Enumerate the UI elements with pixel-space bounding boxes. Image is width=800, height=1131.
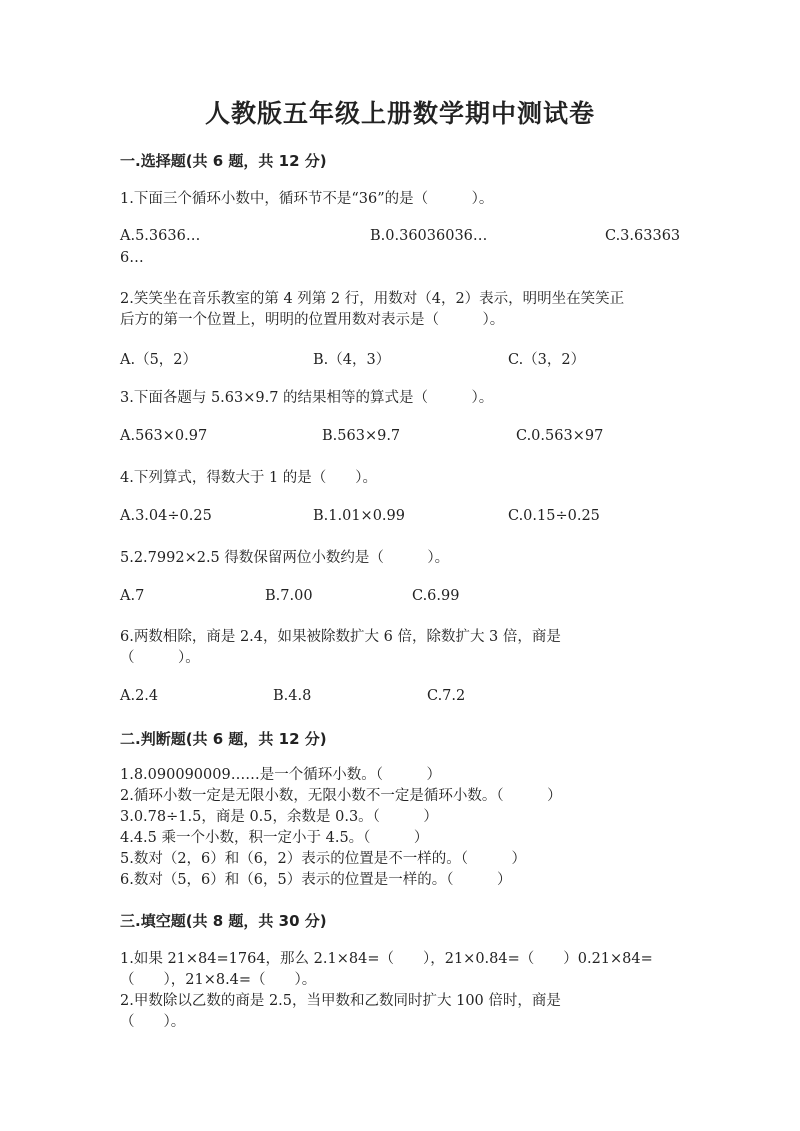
question-1-stem: 1.下面三个循环小数中，循环节不是“36”的是（ ）。 [120, 191, 494, 207]
section-heading-judge: 二.判断题(共 6 题，共 12 分) [120, 730, 327, 748]
judge-item-4: 4.4.5 乘一个小数，积一定小于 4.5。（ ） [120, 830, 429, 846]
fill-item-1-line1: 1.如果 21×84=1764，那么 2.1×84=（ ），21×0.84=（ ）0.21×84= [120, 951, 653, 967]
judge-item-2: 2.循环小数一定是无限小数，无限小数不一定是循环小数。（ ） [120, 788, 562, 804]
question-3-option-c: C.0.563×97 [516, 428, 604, 444]
question-6-stem-line1: 6.两数相除，商是 2.4，如果被除数扩大 6 倍，除数扩大 3 倍，商是 [120, 629, 561, 645]
question-2-stem-line1: 2.笑笑坐在音乐教室的第 4 列第 2 行，用数对（4，2）表示，明明坐在笑笑正 [120, 291, 625, 307]
question-1-option-c: C.3.63363 [605, 228, 681, 244]
question-2-option-b: B.（4，3） [313, 352, 391, 368]
question-2-option-a: A.（5，2） [120, 352, 198, 368]
question-1-option-a: A.5.3636… [120, 228, 201, 244]
judge-item-5: 5.数对（2，6）和（6，2）表示的位置是不一样的。（ ） [120, 851, 526, 867]
question-6-option-c: C.7.2 [427, 688, 466, 704]
question-1-option-c-cont: 6… [120, 250, 144, 266]
question-4-option-b: B.1.01×0.99 [313, 508, 405, 524]
question-6-option-a: A.2.4 [120, 688, 159, 704]
fill-item-2-line1: 2.甲数除以乙数的商是 2.5，当甲数和乙数同时扩大 100 倍时，商是 [120, 993, 561, 1009]
section-heading-choice: 一.选择题(共 6 题，共 12 分) [120, 152, 327, 170]
fill-item-1-line2: （ ），21×8.4=（ ）。 [120, 972, 317, 988]
section-heading-fill: 三.填空题(共 8 题，共 30 分) [120, 912, 327, 930]
fill-item-2-line2: （ ）。 [120, 1014, 186, 1030]
question-6-stem-line2: （ ）。 [120, 650, 200, 666]
question-1-option-b: B.0.36036036… [370, 228, 488, 244]
question-4-stem: 4.下列算式，得数大于 1 的是（ ）。 [120, 470, 378, 486]
question-5-option-b: B.7.00 [265, 588, 313, 604]
question-5-option-a: A.7 [120, 588, 145, 604]
page-title: 人教版五年级上册数学期中测试卷 [204, 99, 595, 128]
question-5-option-c: C.6.99 [412, 588, 460, 604]
question-4-option-a: A.3.04÷0.25 [120, 508, 212, 524]
question-6-option-b: B.4.8 [273, 688, 312, 704]
judge-item-1: 1.8.090090009……是一个循环小数。（ ） [120, 767, 441, 783]
question-5-stem: 5.2.7992×2.5 得数保留两位小数约是（ ）。 [120, 550, 450, 566]
question-2-option-c: C.（3，2） [508, 352, 586, 368]
question-3-stem: 3.下面各题与 5.63×9.7 的结果相等的算式是（ ）。 [120, 390, 494, 406]
question-3-option-a: A.563×0.97 [120, 428, 208, 444]
judge-item-3: 3.0.78÷1.5，商是 0.5，余数是 0.3。（ ） [120, 809, 438, 825]
question-4-option-c: C.0.15÷0.25 [508, 508, 600, 524]
judge-item-6: 6.数对（5，6）和（6，5）表示的位置是一样的。（ ） [120, 872, 512, 888]
question-3-option-b: B.563×9.7 [322, 428, 401, 444]
question-2-stem-line2: 后方的第一个位置上，明明的位置用数对表示是（ ）。 [120, 312, 505, 328]
